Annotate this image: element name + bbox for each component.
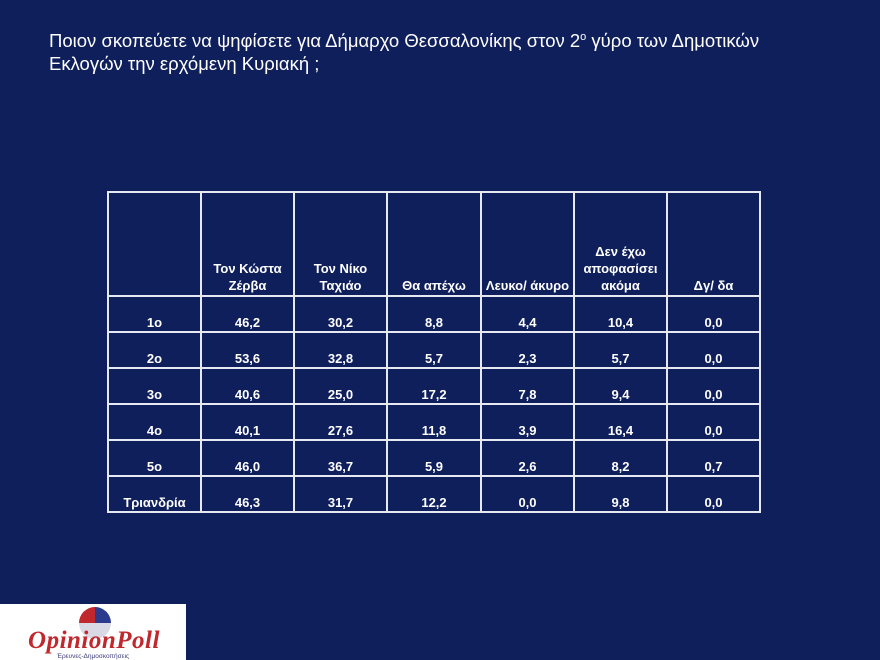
table-cell: 0,0 [667,296,760,332]
table-cell: 0,0 [667,476,760,512]
header-dk-na: Δγ/ δα [667,192,760,296]
header-abstain: Θα απέχω [387,192,481,296]
table-cell: 40,6 [201,368,294,404]
table-row [108,296,760,332]
table-cell: 5,9 [387,440,481,476]
header-empty [108,192,201,296]
table-cell: 0,0 [481,476,574,512]
table-cell: 40,1 [201,404,294,440]
table-cell: 8,8 [387,296,481,332]
row-label: 1ο [108,296,201,332]
table-cell: 9,4 [574,368,667,404]
table-cell: 3,9 [481,404,574,440]
results-table [107,191,761,513]
table-cell: 11,8 [387,404,481,440]
header-undecided: Δεν έχω αποφασίσει ακόμα [574,192,667,296]
table-cell: 9,8 [574,476,667,512]
table-cell: 17,2 [387,368,481,404]
table-cell: 30,2 [294,296,387,332]
table-cell: 7,8 [481,368,574,404]
table-cell: 4,4 [481,296,574,332]
table-cell: 8,2 [574,440,667,476]
row-label: 3ο [108,368,201,404]
table-row [108,332,760,368]
header-tachiaos: Τον Νίκο Ταχιάο [294,192,387,296]
logo-tagline: Έρευνες-Δημοσκοπήσεις [56,653,130,660]
header-blank-invalid: Λευκο/ άκυρο [481,192,574,296]
row-label: 5ο [108,440,201,476]
title-line1-after: γύρο των Δημοτικών [586,30,760,52]
row-label: 4ο [108,404,201,440]
table-cell: 32,8 [294,332,387,368]
table-cell: 16,4 [574,404,667,440]
table-header-row [108,192,760,296]
table-cell: 5,7 [387,332,481,368]
table-cell: 10,4 [574,296,667,332]
table-row [108,476,760,512]
table-cell: 53,6 [201,332,294,368]
title-line1-before: Ποιον σκοπεύετε να ψηφίσετε για Δήμαρχο Θεσσαλονίκης στον 2 [49,30,581,52]
table-cell: 2,6 [481,440,574,476]
table-cell: 5,7 [574,332,667,368]
table-cell: 0,0 [667,404,760,440]
table-cell: 12,2 [387,476,481,512]
table-cell: 2,3 [481,332,574,368]
header-zervas: Τον Κώστα Ζέρβα [201,192,294,296]
table-row [108,440,760,476]
table-cell: 46,3 [201,476,294,512]
table-row [108,368,760,404]
table-cell: 0,0 [667,332,760,368]
row-label: 2ο [108,332,201,368]
logo-name: OpinionPoll [28,627,160,654]
page-title [49,26,809,75]
table-cell: 0,0 [667,368,760,404]
table-cell: 46,2 [201,296,294,332]
table-row [108,404,760,440]
opinionpoll-logo [0,604,186,660]
title-superscript: ο [580,31,587,43]
table-cell: 25,0 [294,368,387,404]
row-label: Τριανδρία [108,476,201,512]
table-cell: 31,7 [294,476,387,512]
table-cell: 27,6 [294,404,387,440]
table-cell: 0,7 [667,440,760,476]
table-cell: 36,7 [294,440,387,476]
title-line2: Εκλογών την ερχόμενη Κυριακή ; [49,53,320,75]
table-cell: 46,0 [201,440,294,476]
